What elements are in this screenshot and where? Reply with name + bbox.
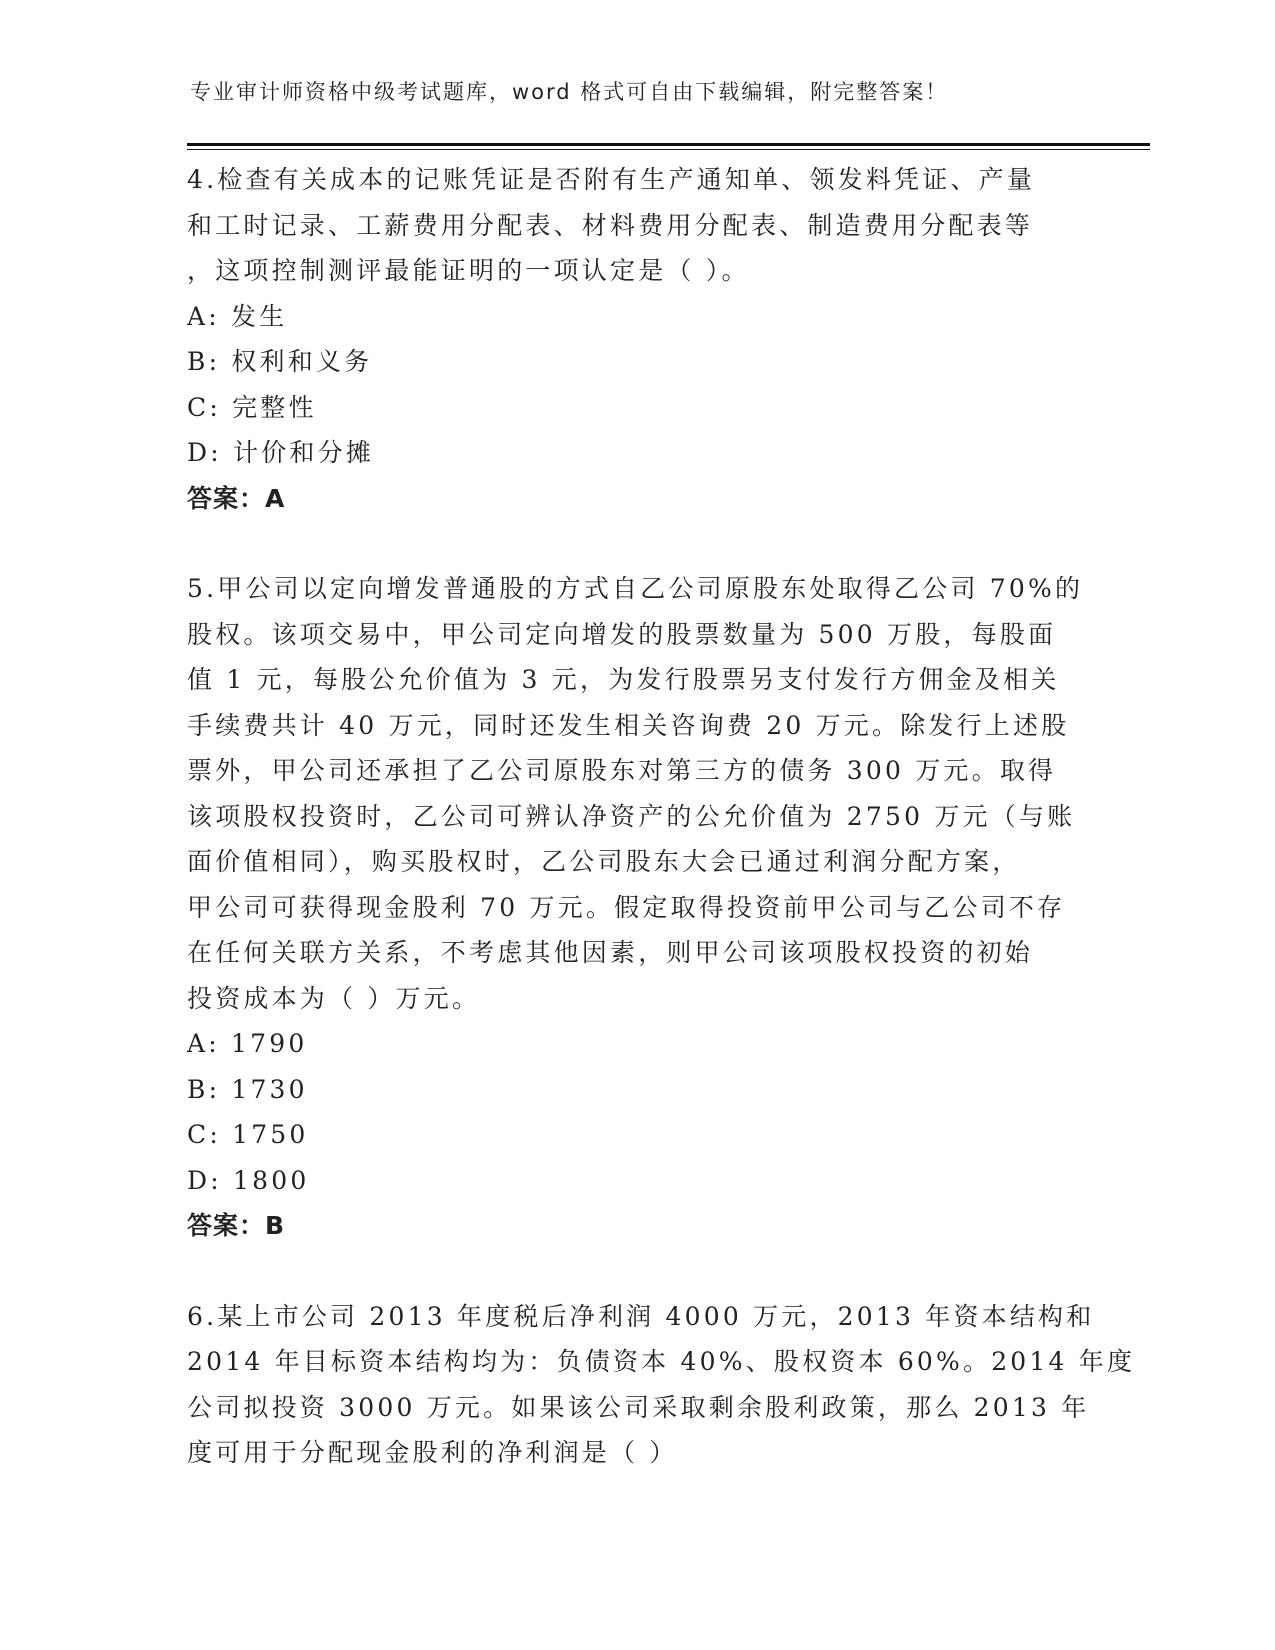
option-a: A: 1790 (187, 1029, 308, 1058)
question-text-line: ，这项控制测评最能证明的一项认定是（ ）。 (187, 256, 750, 285)
question-text-line: 手续费共计 40 万元，同时还发生相关咨询费 20 万元。除发行上述股 (187, 710, 1070, 740)
question-spacer (187, 1249, 1087, 1294)
question-text-line: 5.甲公司以定向增发普通股的方式自乙公司原股东处取得乙公司 70%的 (187, 574, 1084, 603)
question-text-line: 该项股权投资时，乙公司可辨认净资产的公允价值为 2750 万元（与账 (187, 801, 1076, 831)
option-d: D: 计价和分摊 (187, 438, 375, 467)
question-text-line: 甲公司可获得现金股利 70 万元。假定取得投资前甲公司与乙公司不存 (187, 892, 1066, 922)
question-text-line: 值 1 元，每股公允价值为 3 元，为发行股票另支付发行方佣金及相关 (187, 665, 1060, 694)
question-text-line: 在任何关联方关系，不考虑其他因素，则甲公司该项股权投资的初始 (187, 938, 1034, 967)
question-text-line: 投资成本为（ ）万元。 (187, 983, 481, 1013)
header-rule-thin (187, 149, 1150, 150)
question-text-line: 和工时记录、工薪费用分配表、材料费用分配表、制造费用分配表等 (187, 210, 1034, 240)
question-text-line: 6.某上市公司 2013 年度税后净利润 4000 万元，2013 年资本结构和 (187, 1301, 1095, 1331)
option-d: D: 1800 (187, 1165, 310, 1195)
question-5 (187, 566, 1087, 1249)
option-b: B: 1730 (187, 1074, 308, 1104)
question-text-line: 度可用于分配现金股利的净利润是（ ） (187, 1438, 678, 1467)
question-text-line: 2014 年目标资本结构均为：负债资本 40%、股权资本 60%。2014 年度 (187, 1347, 1136, 1376)
option-c: C: 完整性 (187, 392, 317, 422)
page-header: 专业审计师资格中级考试题库，word 格式可自由下载编辑，附完整答案！ (190, 80, 949, 104)
header-rule-thick (187, 143, 1150, 146)
question-text-line: 4.检查有关成本的记账凭证是否附有生产通知单、领发料凭证、产量 (187, 165, 1036, 194)
question-list (187, 157, 1136, 1476)
option-b: B: 权利和义务 (187, 347, 373, 376)
question-4 (187, 157, 1087, 521)
question-text-line: 公司拟投资 3000 万元。如果该公司采取剩余股利政策，那么 2013 年 (187, 1392, 1090, 1422)
question-text-line: 面价值相同），购买股权时，乙公司股东大会已通过利润分配方案， (187, 847, 1021, 876)
question-text-line: 票外，甲公司还承担了乙公司原股东对第三方的债务 300 万元。取得 (187, 756, 1057, 785)
question-text-line: 股权。该项交易中，甲公司定向增发的股票数量为 500 万股，每股面 (187, 619, 1057, 649)
question-spacer (187, 521, 1087, 566)
option-c: C: 1750 (187, 1120, 309, 1149)
option-a: A: 发生 (187, 301, 288, 331)
answer-label: 答案：B (187, 1211, 286, 1240)
question-6 (187, 1294, 1136, 1476)
answer-label: 答案：A (187, 483, 286, 513)
